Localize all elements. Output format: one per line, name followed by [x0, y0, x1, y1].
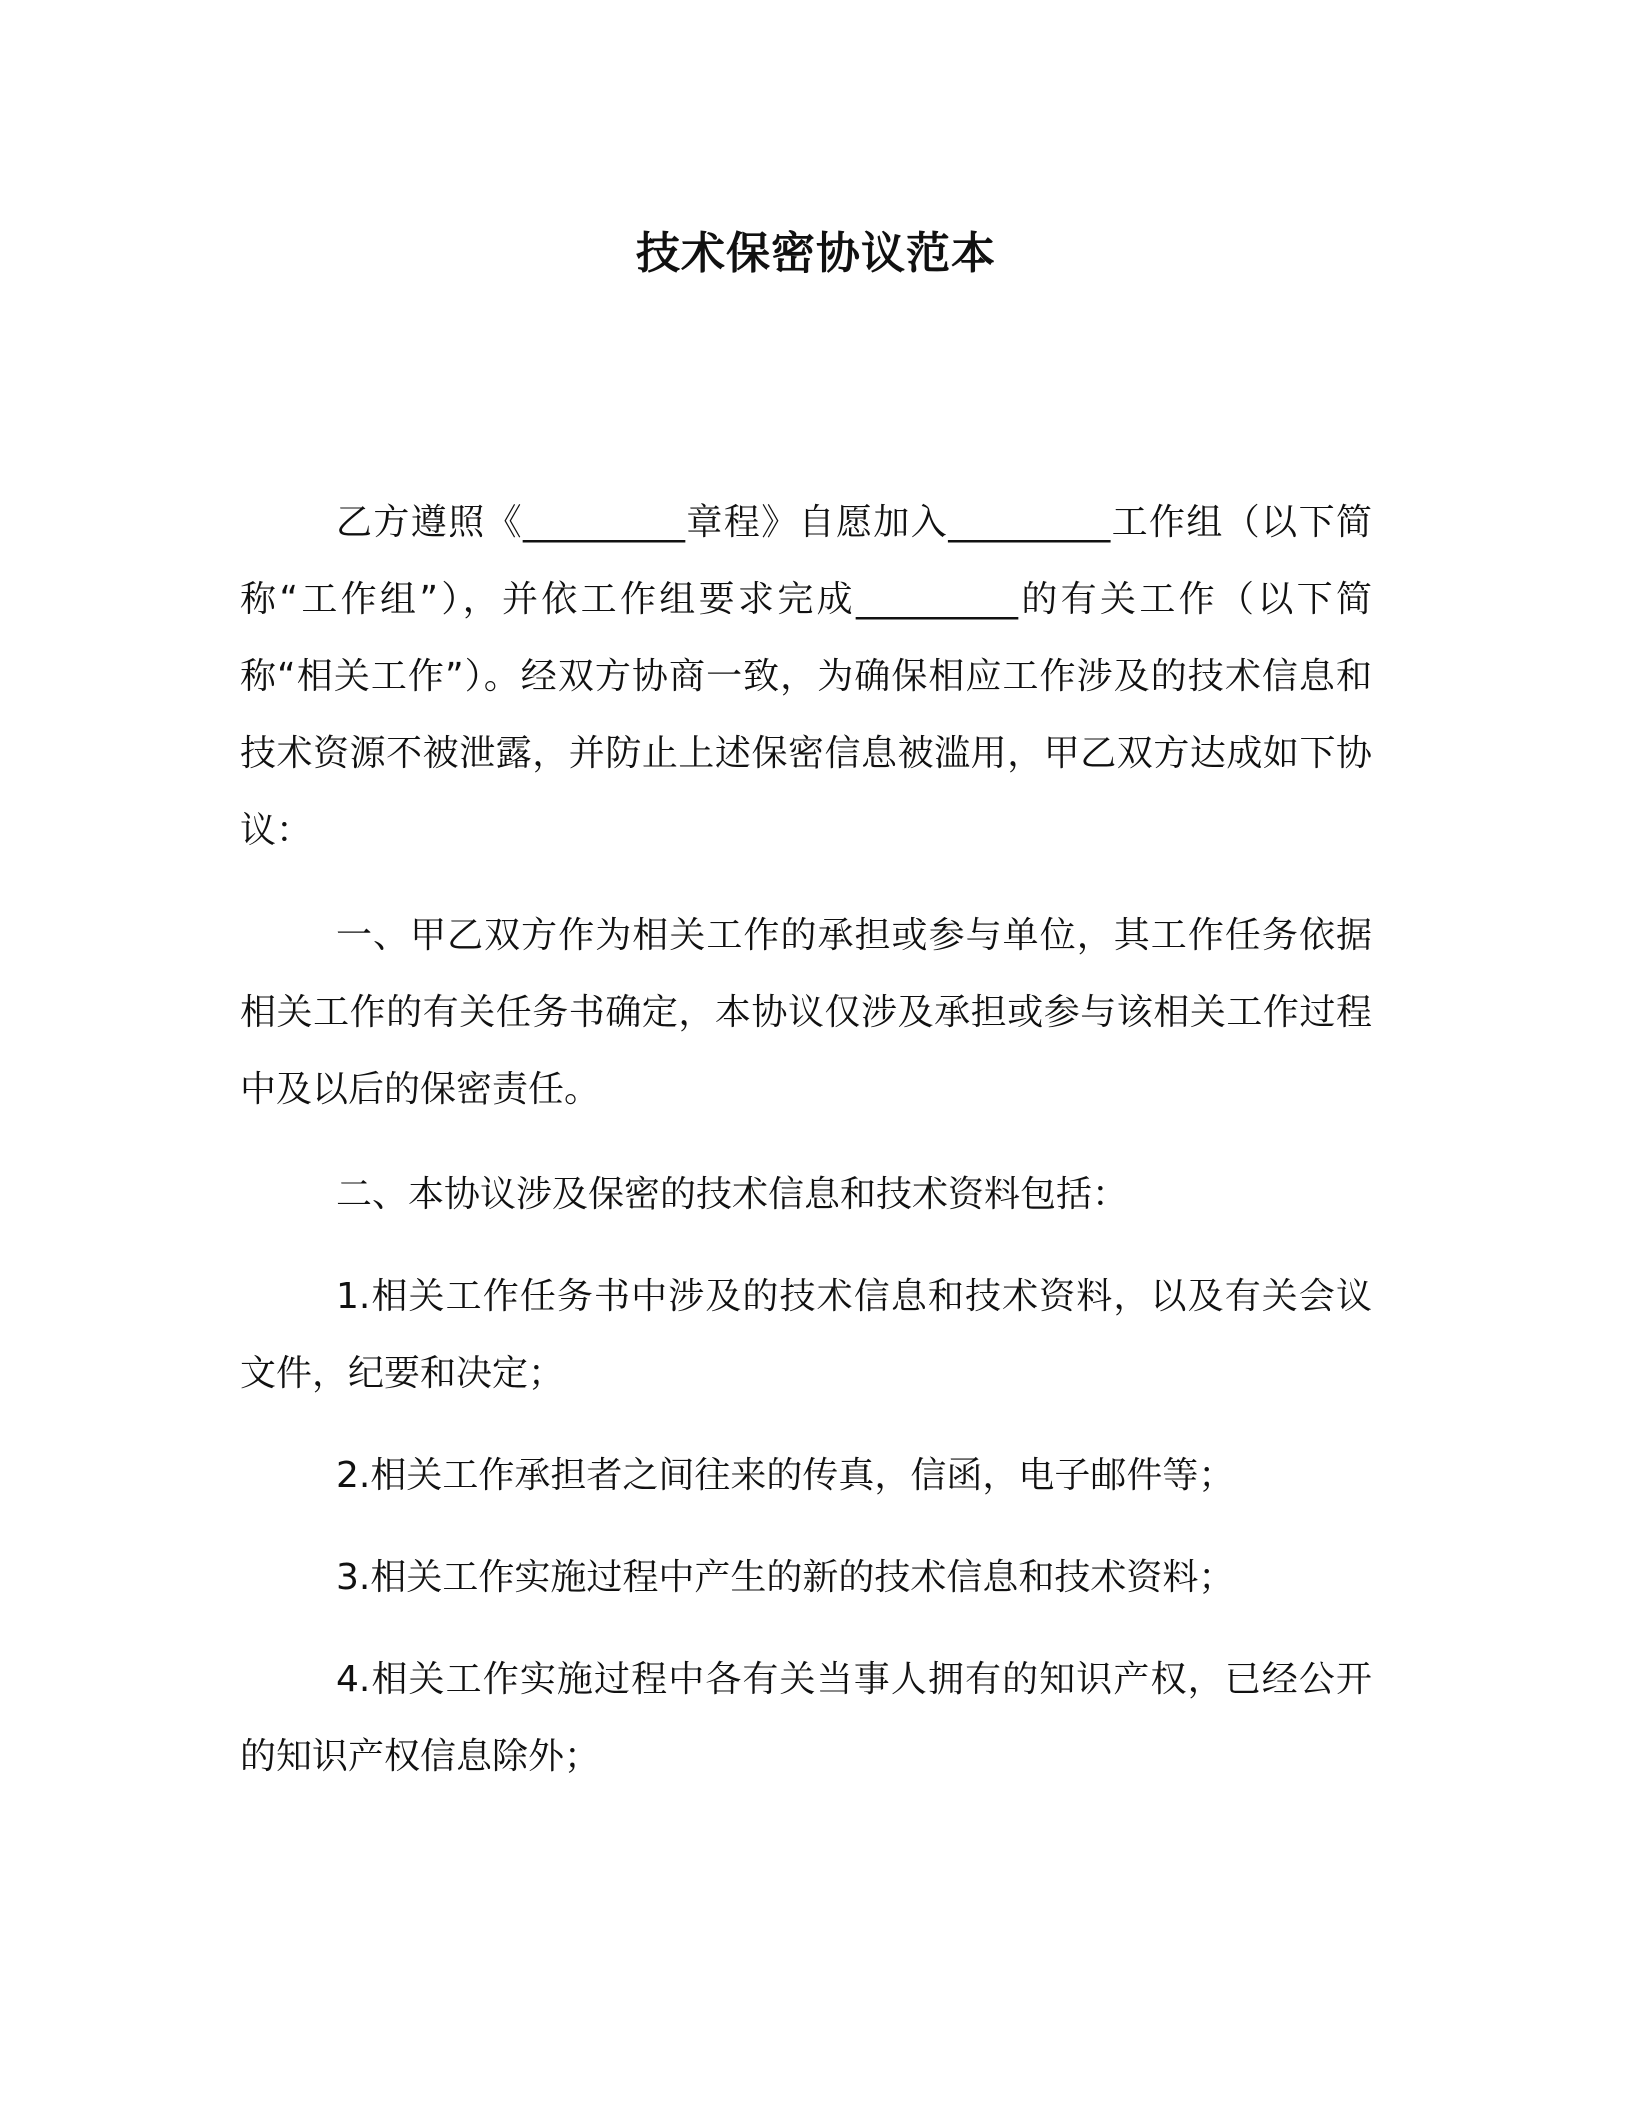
clause-2-item-3: 3.相关工作实施过程中产生的新的技术信息和技术资料； [336, 1557, 1235, 1598]
intro-paragraph: 乙方遵照《_________章程》自愿加入_________工作组（以下简称“工作组”），并依工作组要求完成_________的有关工作（以下简称“相关工作”）。经双方协商一致，为确保相应工作涉及的技术信息和技术资源不被泄露，并防止上述保密信息被滥用，甲乙双方达成如下协议： [240, 502, 1372, 851]
clause-2-item-4: 4.相关工作实施过程中各有关当事人拥有的知识产权，已经公开的知识产权信息除外； [240, 1659, 1372, 1777]
clause-2-item-2: 2.相关工作承担者之间往来的传真，信函，电子邮件等； [336, 1455, 1235, 1496]
clause-1-paragraph: 一、甲乙双方作为相关工作的承担或参与单位，其工作任务依据相关工作的有关任务书确定，本协议仅涉及承担或参与该相关工作过程中及以后的保密责任。 [240, 915, 1372, 1110]
clause-2-paragraph: 二、本协议涉及保密的技术信息和技术资料包括： [336, 1174, 1129, 1215]
document-title: 技术保密协议范本 [636, 228, 996, 279]
document-body [240, 484, 1372, 1795]
clause-2-item-1: 1.相关工作任务书中涉及的技术信息和技术资料，以及有关会议文件，纪要和决定； [240, 1276, 1372, 1394]
